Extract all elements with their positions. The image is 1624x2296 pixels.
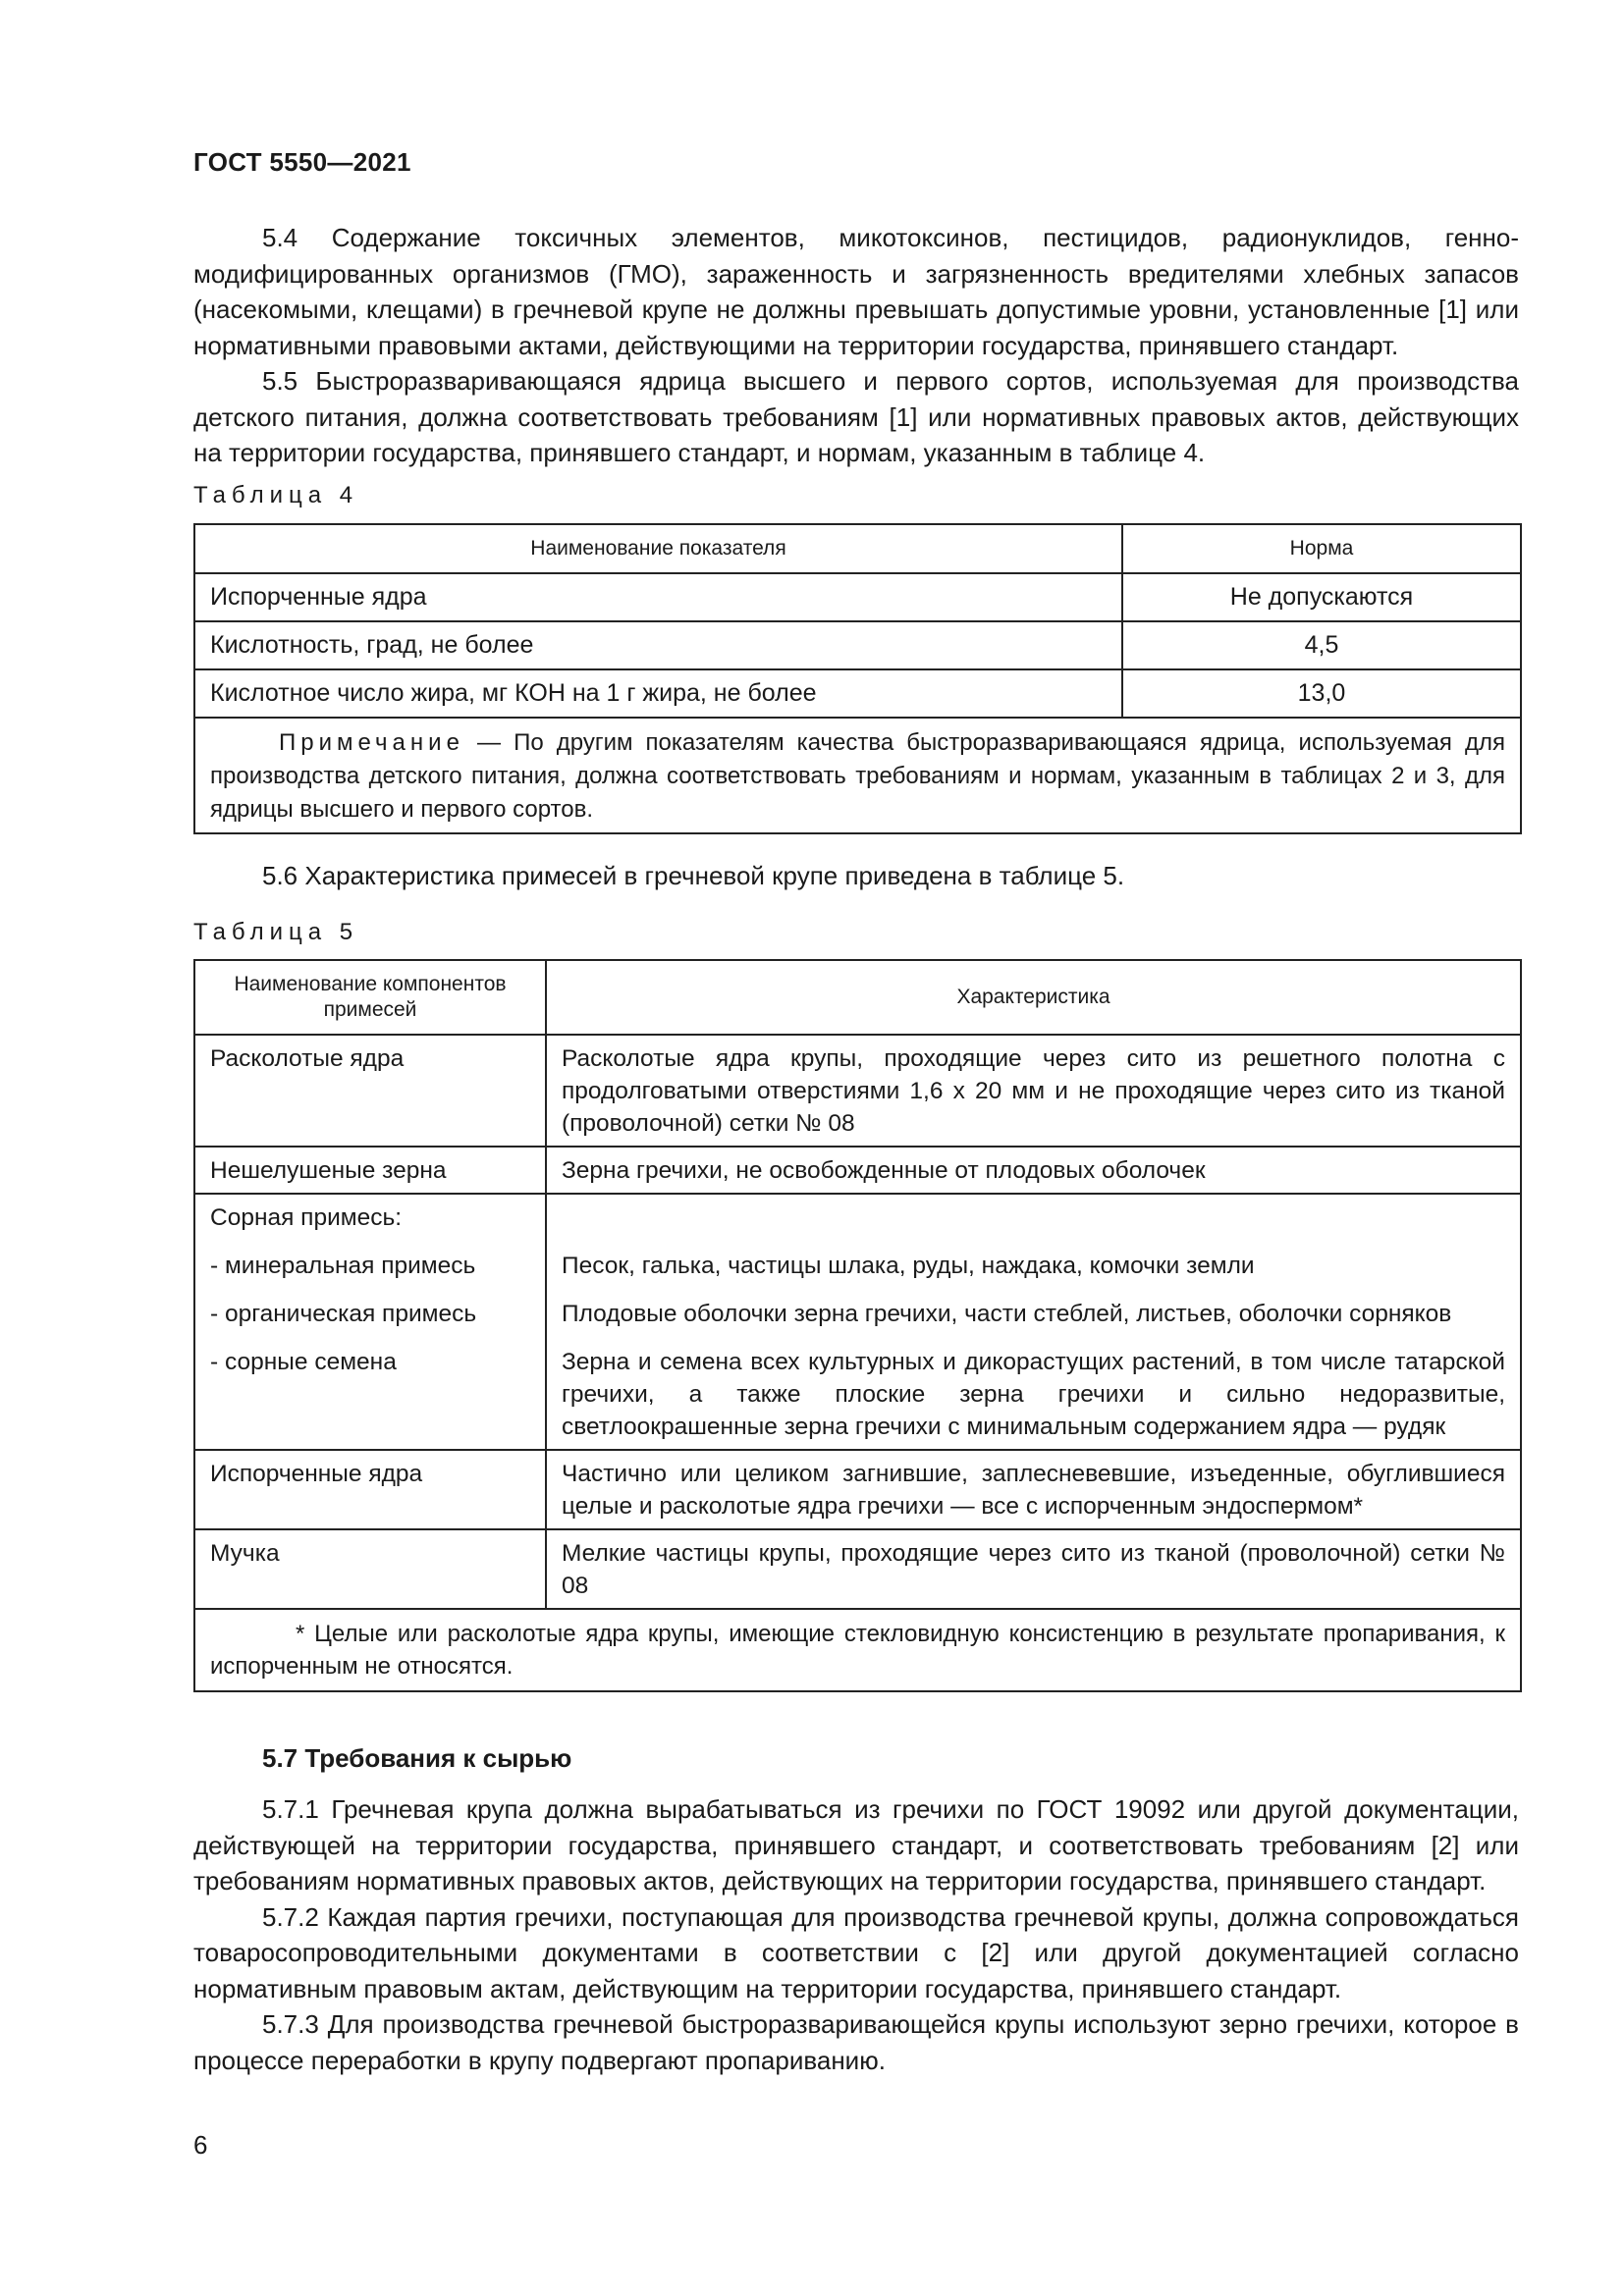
weed-seeds-name: - сорные семена [210, 1349, 397, 1375]
component-cell [194, 1194, 546, 1450]
table-header-row [194, 524, 1521, 573]
section-5-7-title: 5.7 Требования к сырью [262, 1743, 572, 1773]
table-footnote-row [194, 1609, 1521, 1691]
norm-cell: 13,0 [1122, 669, 1521, 718]
table-row [194, 1529, 1521, 1609]
document-header: ГОСТ 5550—2021 [193, 147, 411, 177]
section-5-7-paragraphs [193, 1791, 1519, 2078]
norm-cell: 4,5 [1122, 621, 1521, 669]
norm-cell: Не допускаются [1122, 573, 1521, 621]
mineral-impurity-name: - минеральная примесь [210, 1253, 476, 1279]
mineral-impurity-desc: Песок, галька, частицы шлака, руды, наждака, комочки земли [562, 1253, 1255, 1279]
table-row [194, 573, 1521, 621]
component-cell: Расколотые ядра [194, 1035, 546, 1147]
header-characteristic: Характеристика [546, 960, 1521, 1035]
weed-impurity-title: Сорная примесь: [210, 1204, 403, 1231]
table-row [194, 1035, 1521, 1147]
table-row [194, 1450, 1521, 1529]
table-footnote [194, 1609, 1521, 1691]
table-note [194, 718, 1521, 833]
note-label: Примечание [279, 729, 464, 756]
paragraph-5-7-3: 5.7.3 Для производства гречневой быстроразваривающейся крупы используют зерно гречихи, которое в процессе переработки в крупу подвергают пропариванию. [193, 2009, 1519, 2075]
indicator-cell: Испорченные ядра [194, 573, 1122, 621]
table-4-caption: Таблица 4 [193, 482, 359, 508]
table-5 [193, 959, 1522, 1692]
characteristic-cell: Расколотые ядра крупы, проходящие через сито из решетного полотна с продолговатыми отверстиями 1,6 х 20 мм и не проходящие через сито из тканой (проволочной) сетки № 08 [546, 1035, 1521, 1147]
table-header-row [194, 960, 1521, 1035]
organic-impurity-desc: Плодовые оболочки зерна гречихи, части стеблей, листьев, оболочки сорняков [562, 1301, 1452, 1327]
weed-seeds-desc: Зерна и семена всех культурных и дикорастущих растений, в том числе татарской гречихи, а также плоские зерна гречихи и сильно недоразвитые, светлоокрашенные зерна гречихи с минимальным содержанием ядра — рудяк [562, 1349, 1505, 1440]
paragraph-5-6: 5.6 Характеристика примесей в гречневой крупе приведена в таблице 5. [262, 861, 1125, 890]
table-row [194, 621, 1521, 669]
table-row-weed-impurity [194, 1194, 1521, 1450]
paragraph-5-6-block [193, 858, 1519, 894]
table-row [194, 1147, 1521, 1194]
characteristic-cell: Зерна гречихи, не освобожденные от плодовых оболочек [546, 1147, 1521, 1194]
table-note-row [194, 718, 1521, 833]
intro-paragraphs [193, 220, 1519, 471]
component-cell: Нешелушеные зерна [194, 1147, 546, 1194]
indicator-cell: Кислотность, град, не более [194, 621, 1122, 669]
paragraph-5-4: 5.4 Содержание токсичных элементов, микотоксинов, пестицидов, радионуклидов, генно-модифицированных организмов (ГМО), зараженность и загрязненность вредителями хлебных запасов (насекомыми, клещами) в гречневой крупе не должны превышать допустимые уровни, установленные [1] или нормативными правовыми актами, действующими на территории государства, принявшего стандарт. [193, 223, 1519, 360]
component-cell: Мучка [194, 1529, 546, 1609]
header-indicator: Наименование показателя [194, 524, 1122, 573]
page-number: 6 [193, 2130, 208, 2160]
table-5-caption: Таблица 5 [193, 919, 359, 945]
characteristic-cell [546, 1194, 1521, 1450]
header-norm: Норма [1122, 524, 1521, 573]
paragraph-5-7-1: 5.7.1 Гречневая крупа должна вырабатываться из гречихи по ГОСТ 19092 или другой документации, действующей на территории государства, принявшего стандарт, и соответствовать требованиям [2] или требованиям нормативных правовых актов, действующих на территории государства, принявшего стандарт. [193, 1794, 1519, 1896]
table-4 [193, 523, 1522, 834]
table-row [194, 669, 1521, 718]
paragraph-5-5: 5.5 Быстроразваривающаяся ядрица высшего и первого сортов, используемая для производства детского питания, должна соответствовать требованиям [1] или нормативных правовых актов, действующих на территории государства, принявшего стандарт, и нормам, указанным в таблице 4. [193, 366, 1519, 467]
characteristic-cell: Частично или целиком загнившие, заплесневевшие, изъеденные, обуглившиеся целые и расколотые ядра гречихи — все с испорченным эндоспермом* [546, 1450, 1521, 1529]
characteristic-cell: Мелкие частицы крупы, проходящие через сито из тканой (проволочной) сетки № 08 [546, 1529, 1521, 1609]
indicator-cell: Кислотное число жира, мг КОН на 1 г жира, не более [194, 669, 1122, 718]
paragraph-5-7-2: 5.7.2 Каждая партия гречихи, поступающая для производства гречневой крупы, должна сопровождаться товаросопроводительными документами в соответствии с [2] или другой документацией согласно нормативным правовым актам, действующим на территории государства, принявшего стандарт. [193, 1901, 1519, 2003]
component-cell: Испорченные ядра [194, 1450, 546, 1529]
header-component: Наименование компонентов примесей [194, 960, 546, 1035]
note-text: — По другим показателям качества быстроразваривающаяся ядрица, используемая для производства детского питания, должна соответствовать требованиям и нормам, указанным в таблицах 2 и 3, для ядрицы высшего и первого сортов. [210, 729, 1505, 823]
footnote-text: * Целые или расколотые ядра крупы, имеющие стекловидную консистенцию в результате пропаривания, к испорченным не относятся. [210, 1621, 1505, 1680]
organic-impurity-name: - органическая примесь [210, 1301, 477, 1327]
